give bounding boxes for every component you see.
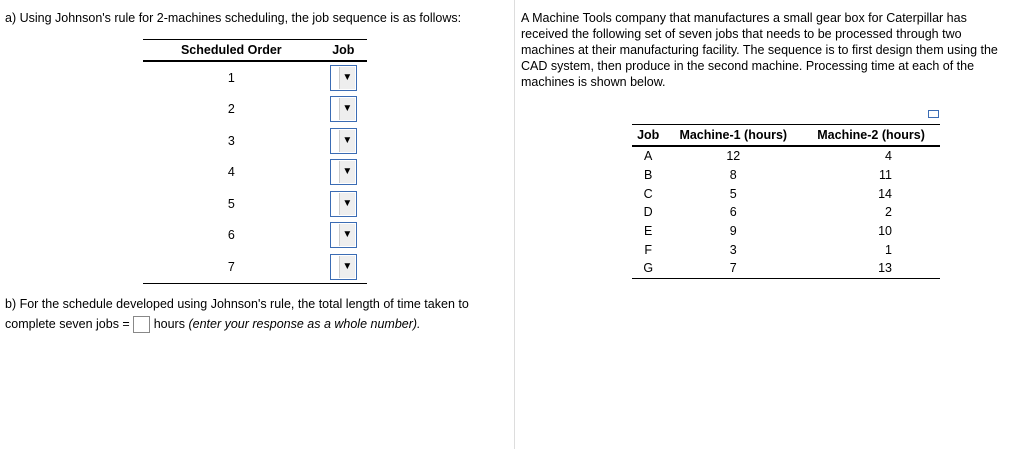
order-number: 7 (143, 251, 320, 283)
job-id: G (632, 259, 664, 278)
order-number: 5 (227, 196, 235, 211)
schedule-row (143, 94, 367, 126)
question-a-prompt: a) Using Johnson's rule for 2-machines scheduling, the job sequence is as follows: (5, 11, 462, 25)
job-row (632, 146, 940, 166)
machine-2-hours: 13 (802, 259, 940, 278)
copy-icon[interactable] (928, 110, 939, 118)
header-machine-1: Machine-1 (hours) (664, 125, 802, 147)
chevron-down-icon[interactable]: ▼ (339, 256, 355, 278)
machine-1-hours: 12 (726, 149, 741, 164)
schedule-row (143, 220, 367, 252)
job-dropdown[interactable] (330, 128, 357, 154)
job-row (632, 203, 940, 222)
order-number: 6 (227, 228, 235, 243)
schedule-table (143, 39, 367, 284)
chevron-down-icon[interactable]: ▼ (339, 130, 355, 152)
order-number: 2 (227, 102, 235, 117)
schedule-row (143, 251, 367, 283)
machine-1-hours: 5 (729, 186, 737, 201)
machine-1-hours: 3 (729, 242, 737, 257)
job-row (632, 222, 940, 241)
job-dropdown[interactable] (330, 65, 357, 91)
problem-description: A Machine Tools company that manufactures a small gear box for Caterpillar has received the following set of seven jobs that needs to be processed through two machines at their manufacturing facility. The sequence is to first design them using the CAD system, then produce in the second machine. Processing time at each of the machines is shown below. (521, 11, 998, 89)
job-dropdown[interactable] (330, 191, 357, 217)
schedule-row (143, 157, 367, 189)
machine-2-hours: 10 (878, 224, 892, 239)
header-machine-2: Machine-2 (hours) (802, 125, 940, 147)
header-job: Job (632, 125, 664, 147)
job-row (632, 166, 940, 185)
total-time-input[interactable] (133, 316, 150, 333)
job-dropdown[interactable] (330, 96, 357, 122)
machine-1-hours: 9 (729, 224, 737, 239)
job-dropdown[interactable] (330, 159, 357, 185)
job-id: A (644, 149, 653, 164)
machine-2-hours: 1 (885, 242, 892, 257)
job-id: D (643, 205, 653, 220)
order-number: 4 (227, 165, 235, 180)
machine-2-hours: 2 (885, 205, 892, 220)
job-id: F (644, 242, 652, 257)
job-row (632, 240, 940, 259)
machine-1-hours: 6 (729, 205, 737, 220)
job-row (632, 184, 940, 203)
job-row (632, 259, 940, 278)
question-b (5, 294, 469, 334)
processing-time-table (632, 124, 940, 279)
machine-2-hours: 11 (879, 168, 892, 183)
chevron-down-icon[interactable]: ▼ (339, 98, 355, 120)
question-b-hint: (enter your response as a whole number). (188, 317, 421, 331)
chevron-down-icon[interactable]: ▼ (339, 161, 355, 183)
panel-divider (514, 0, 515, 449)
machine-1-hours: 7 (664, 259, 802, 278)
job-id: C (643, 186, 653, 201)
job-dropdown[interactable] (330, 222, 357, 248)
chevron-down-icon[interactable]: ▼ (339, 67, 355, 89)
schedule-row (143, 61, 367, 94)
header-job: Job (320, 40, 367, 62)
job-dropdown[interactable] (330, 254, 357, 280)
question-b-line1: b) For the schedule developed using Johnson's rule, the total length of time taken to (5, 297, 469, 311)
machine-2-hours: 14 (878, 186, 892, 201)
question-b-prefix: complete seven jobs = (5, 317, 130, 331)
schedule-row (143, 125, 367, 157)
machine-2-hours: 4 (885, 149, 892, 164)
machine-1-hours: 8 (729, 168, 737, 183)
schedule-row (143, 188, 367, 220)
order-number: 3 (227, 133, 235, 148)
chevron-down-icon[interactable]: ▼ (339, 224, 355, 246)
order-number: 1 (227, 70, 235, 85)
job-id: B (644, 168, 653, 183)
job-id: E (644, 224, 653, 239)
chevron-down-icon[interactable]: ▼ (339, 193, 355, 215)
header-scheduled-order: Scheduled Order (143, 40, 320, 62)
question-b-suffix: hours (153, 317, 185, 331)
